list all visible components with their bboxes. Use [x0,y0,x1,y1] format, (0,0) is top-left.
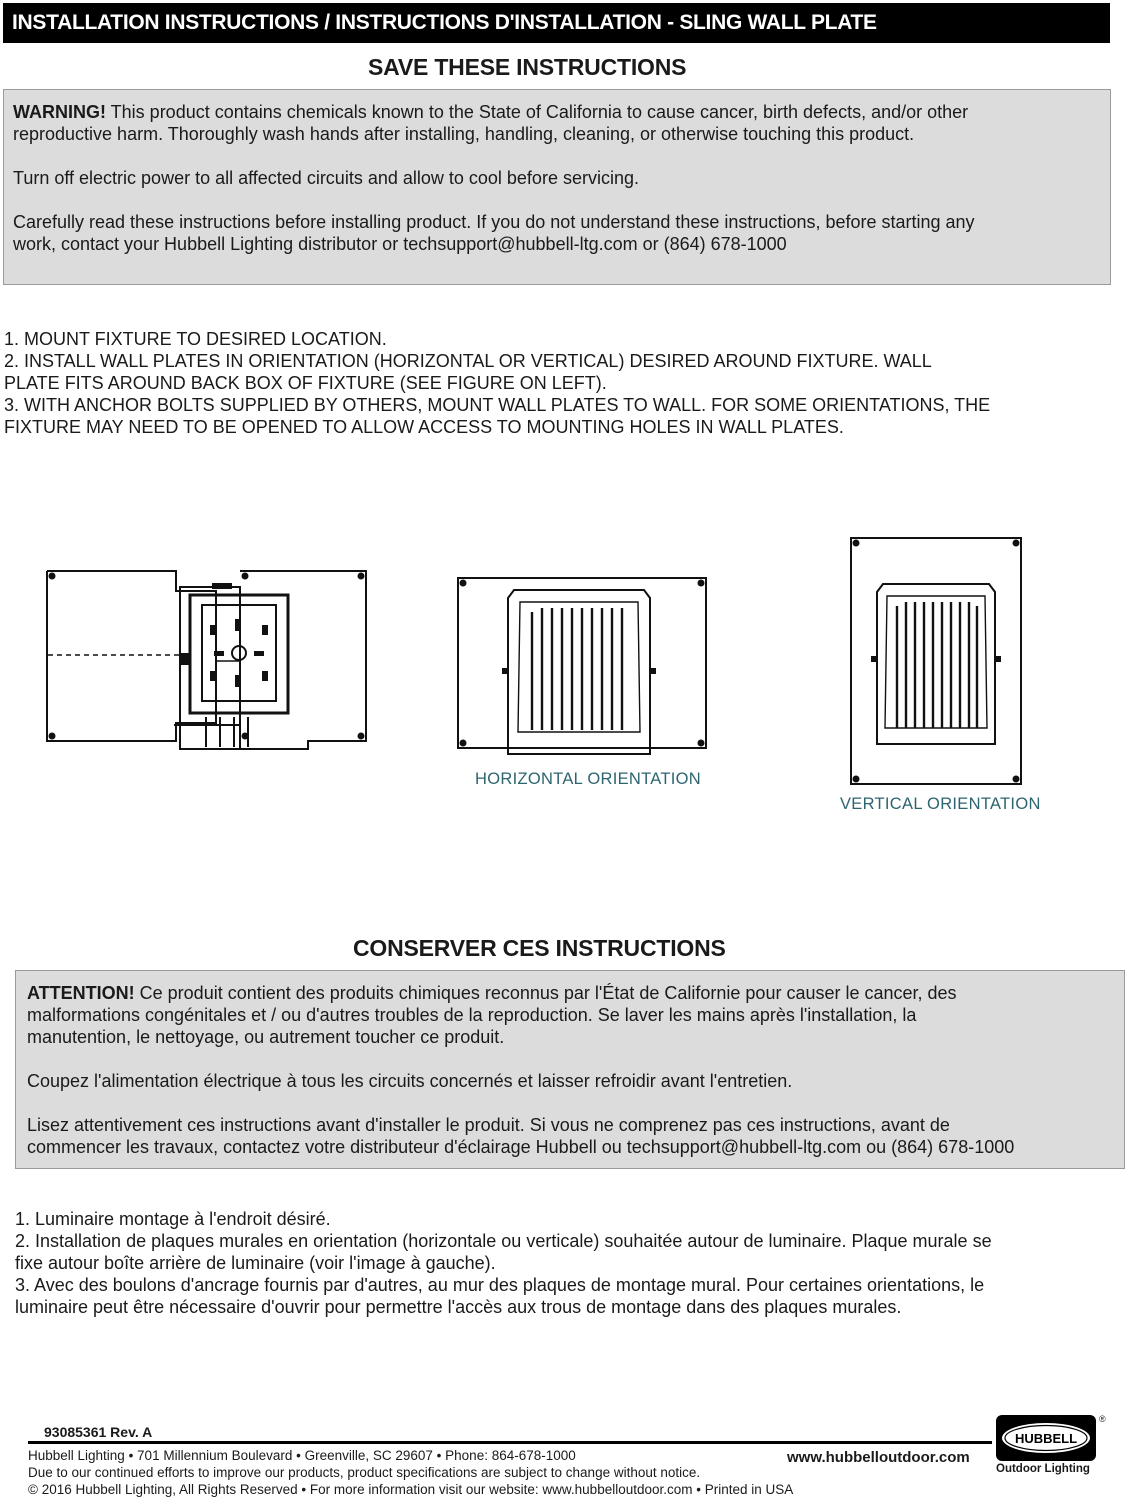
french-power-line: Coupez l'alimentation électrique à tous les circuits concernés et laisser refroidir avant l'entretien. [27,1071,793,1091]
french-warning-line-1 [27,982,957,1004]
horizontal-orientation-caption: HORIZONTAL ORIENTATION [475,770,701,788]
footer-notice: Due to our continued efforts to improve our products, product specifications are subject to change without notice. [28,1465,701,1480]
english-power-line: Turn off electric power to all affected circuits and allow to cool before servicing. [13,168,639,188]
english-step-line: FIXTURE MAY NEED TO BE OPENED TO ALLOW ACCESS TO MOUNTING HOLES IN WALL PLATES. [4,417,844,437]
footer-divider [28,1441,992,1444]
back-box-wall-plate-figure [40,565,372,755]
logo-wordmark: HUBBELL [1014,1431,1078,1446]
french-step-line: 1. Luminaire montage à l'endroit désiré. [15,1209,331,1229]
french-steps [15,1208,992,1318]
french-read-line-2: commencer les travaux, contactez votre distributeur d'éclairage Hubbell ou techsupport@hubbell-ltg.com ou (864) 678-1000 [27,1137,1015,1157]
english-section-title: SAVE THESE INSTRUCTIONS [368,54,687,80]
footer-copyright: © 2016 Hubbell Lighting, All Rights Reserved • For more information visit our website: www.hubbelloutdoor.com • Printed in USA [28,1482,794,1497]
english-step-line: 2. INSTALL WALL PLATES IN ORIENTATION (HORIZONTAL OR VERTICAL) DESIRED AROUND FIXTURE. WALL [4,351,932,371]
french-read-line-1: Lisez attentivement ces instructions avant d'installer le produit. Si vous ne comprenez pas ces instructions, avant de [27,1115,950,1135]
french-step-line: fixe autour boîte arrière de luminaire (voir l'image à gauche). [15,1253,496,1273]
english-step-line: PLATE FITS AROUND BACK BOX OF FIXTURE (SEE FIGURE ON LEFT). [4,373,607,393]
english-step-line: 3. WITH ANCHOR BOLTS SUPPLIED BY OTHERS, MOUNT WALL PLATES TO WALL. FOR SOME ORIENTATIONS, THE [4,395,991,415]
attention-text: Ce produit contient des produits chimiques reconnus par l'État de Californie pour causer le cancer, des [134,983,957,1003]
english-step-line: 1. MOUNT FIXTURE TO DESIRED LOCATION. [4,329,387,349]
english-warning-line-2: reproductive harm. Thoroughly wash hands after installing, handling, cleaning, or otherwise touching this product. [13,124,915,144]
horizontal-orientation-figure [452,572,712,762]
document-header: INSTALLATION INSTRUCTIONS / INSTRUCTIONS D'INSTALLATION - SLING WALL PLATE [3,3,1110,43]
english-read-line-1: Carefully read these instructions before installing product. If you do not understand these instructions, before starting any [13,212,975,232]
warning-label: WARNING! [13,102,106,122]
footer-address: Hubbell Lighting • 701 Millennium Boulevard • Greenville, SC 29607 • Phone: 864-678-1000 [28,1448,576,1463]
attention-label: ATTENTION! [27,983,135,1003]
french-warning-line-3: manutention, le nettoyage, ou autrement toucher ce produit. [27,1027,505,1047]
vertical-orientation-caption: VERTICAL ORIENTATION [840,795,1041,813]
french-step-line: 3. Avec des boulons d'ancrage fournis par d'autres, au mur des plaques de montage mural. Pour certaines orientations, le [15,1275,985,1295]
french-step-line: 2. Installation de plaques murales en orientation (horizontale ou verticale) souhaitée autour de luminaire. Plaque murale se [15,1231,992,1251]
english-warning-box [3,89,1111,285]
hubbell-logo [995,1414,1097,1462]
french-warning-line-2: malformations congénitales et / ou d'autres troubles de la reproduction. Se laver les mains après l'installation, la [27,1005,917,1025]
vertical-orientation-figure [845,532,1027,788]
french-step-line: luminaire peut être nécessaire d'ouvrir pour permettre l'accès aux trous de montage dans des plaques murales. [15,1297,902,1317]
website-link[interactable]: www.hubbelloutdoor.com [787,1449,970,1466]
english-read-line-2: work, contact your Hubbell Lighting distributor or techsupport@hubbell-ltg.com or (864) 678-1000 [13,234,787,254]
english-warning-line-1 [13,101,968,123]
english-steps [4,328,990,438]
french-warning-box [15,970,1125,1169]
registered-mark: ® [1099,1414,1106,1424]
warning-text: This product contains chemicals known to the State of California to cause cancer, birth defects, and/or other [106,102,969,122]
french-section-title: CONSERVER CES INSTRUCTIONS [353,935,726,961]
document-number: 93085361 Rev. A [44,1424,153,1440]
logo-tagline: Outdoor Lighting [996,1463,1090,1475]
